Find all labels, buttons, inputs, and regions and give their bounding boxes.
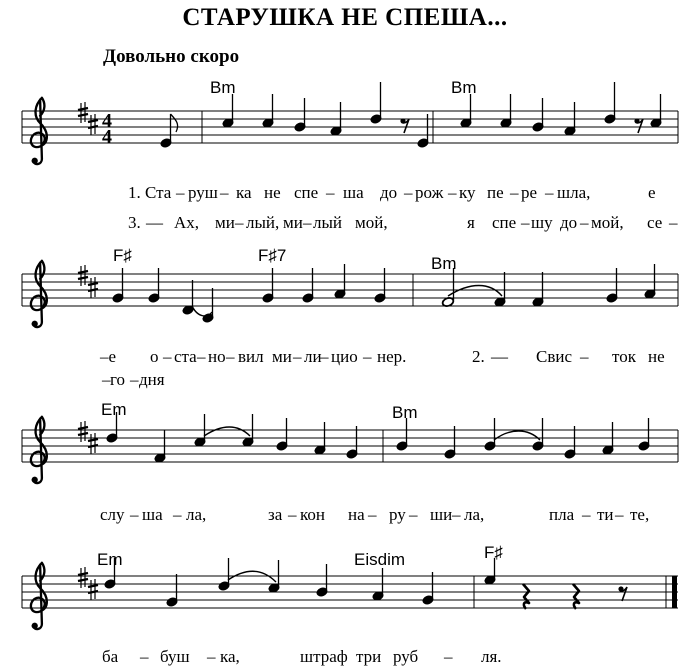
tie — [494, 431, 540, 440]
sharp-sign — [78, 265, 88, 286]
lyric-syllable: те, — [630, 505, 650, 524]
lyric-syllable: го — [110, 370, 126, 389]
lyric-syllable: рож — [415, 183, 444, 202]
lyric-syllable: нер. — [377, 347, 407, 366]
lyric-syllable: – — [404, 183, 413, 202]
chord-symbol: Eisdim — [354, 550, 406, 569]
lyric-syllable: ка, — [220, 647, 240, 666]
lyric-syllable: 1. — [128, 183, 141, 202]
sharp-sign — [88, 579, 98, 600]
lyric-syllable: – — [368, 505, 377, 524]
chord-symbol: Bm — [392, 403, 418, 422]
lyric-syllable: ми — [283, 213, 303, 232]
lyric-syllable: – — [320, 347, 329, 366]
lyric-syllable: лый — [313, 213, 343, 232]
lyric-syllable: на — [348, 505, 365, 524]
sharp-sign — [78, 421, 88, 442]
lyric-syllable: цио — [331, 347, 358, 366]
lyric-syllable: – — [448, 183, 457, 202]
final-barline — [672, 576, 677, 608]
treble-clef — [31, 563, 47, 629]
lyric-syllable: не — [648, 347, 665, 366]
staff-system-2 — [22, 261, 678, 327]
lyric-syllable: – — [582, 505, 591, 524]
time-signature-bottom: 4 — [102, 126, 112, 148]
staff-system-4 — [22, 558, 678, 629]
lyric-syllable: ти — [597, 505, 614, 524]
lyric-syllable: три — [356, 647, 382, 666]
lyric-syllable: – — [444, 647, 453, 666]
lyric-syllable: спе — [492, 213, 517, 232]
sharp-sign — [88, 433, 98, 454]
lyric-syllable: – — [363, 347, 372, 366]
lyric-syllable: се — [647, 213, 663, 232]
lyric-syllable: ми — [215, 213, 235, 232]
lyric-syllable: – — [326, 183, 335, 202]
staff-system-1 — [22, 82, 678, 164]
lyric-syllable: ба — [102, 647, 119, 666]
chord-symbol: Bm — [451, 78, 477, 97]
lyric-syllable: – — [163, 347, 172, 366]
lyric-syllable: – — [176, 183, 185, 202]
lyric-syllable: – — [615, 505, 624, 524]
lyric-syllable: пе — [487, 183, 504, 202]
lyric-syllable: кон — [300, 505, 325, 524]
sharp-sign — [88, 114, 98, 135]
lyric-syllable: дня — [139, 370, 165, 389]
lyric-syllable: я — [467, 213, 475, 232]
lyric-syllable: – — [235, 213, 244, 232]
lyric-syllable: спе — [294, 183, 319, 202]
lyric-syllable: вил — [238, 347, 264, 366]
lyric-syllable: ми — [272, 347, 292, 366]
lyric-syllable: ку — [459, 183, 476, 202]
lyric-syllable: – — [226, 347, 235, 366]
lyric-syllable: – — [545, 183, 554, 202]
lyric-syllable: — — [146, 213, 163, 232]
lyric-syllable: – — [220, 183, 229, 202]
lyric-syllable: – — [130, 505, 139, 524]
quarter-rest — [573, 584, 579, 609]
lyric-syllable: ре — [521, 183, 538, 202]
lyric-syllable: ла, — [464, 505, 485, 524]
lyric-syllable: ток — [612, 347, 636, 366]
lyric-syllable: Ста — [145, 183, 172, 202]
lyric-syllable: – — [669, 213, 678, 232]
lyric-syllable: 2. — [472, 347, 485, 366]
lyric-syllable: ля. — [481, 647, 502, 666]
lyric-syllable: – — [197, 347, 206, 366]
lyric-syllable: мой, — [355, 213, 388, 232]
quarter-rest — [523, 584, 529, 609]
lyric-syllable: шла, — [557, 183, 591, 202]
lyric-syllable: ша — [343, 183, 364, 202]
lyric-syllable: руб — [393, 647, 419, 666]
lyric-syllable: штраф — [300, 647, 348, 666]
lyric-syllable: – — [510, 183, 519, 202]
lyric-syllable: ста — [174, 347, 197, 366]
lyric-syllable: до — [380, 183, 398, 202]
song-title: СТАРУШКА НЕ СПЕША... — [182, 4, 508, 31]
lyric-syllable: ка — [236, 183, 252, 202]
lyric-syllable: – — [580, 347, 589, 366]
chord-symbol: F♯7 — [258, 246, 287, 265]
lyric-syllable: 3. — [128, 213, 141, 232]
sharp-sign — [78, 567, 88, 588]
lyric-syllable: мой, — [591, 213, 624, 232]
treble-clef — [31, 98, 47, 164]
lyric-syllable: –е — [100, 347, 117, 366]
lyric-syllable: – — [102, 370, 111, 389]
tie — [228, 571, 276, 582]
lyric-syllable: до — [560, 213, 578, 232]
lyric-syllable: – — [580, 213, 589, 232]
treble-clef — [31, 417, 47, 483]
lyric-syllable: – — [521, 213, 530, 232]
lyric-syllable: руш — [188, 183, 218, 202]
chord-symbol: Em — [97, 550, 123, 569]
slur — [192, 306, 212, 316]
chord-symbol: Bm — [210, 78, 236, 97]
lyric-syllable: ша — [142, 505, 163, 524]
chord-symbol: Em — [101, 400, 127, 419]
sharp-sign — [78, 102, 88, 123]
chord-symbol: Bm — [431, 254, 457, 273]
eighth-rest — [618, 586, 627, 601]
lyric-syllable: – — [130, 370, 139, 389]
lyric-syllable: ла, — [186, 505, 207, 524]
lyric-syllable: – — [207, 647, 216, 666]
lyric-syllable: – — [140, 647, 149, 666]
lyric-syllable: за — [268, 505, 283, 524]
tie — [448, 286, 502, 297]
lyric-syllable: слу — [100, 505, 125, 524]
lyric-syllable: е — [648, 183, 656, 202]
eighth-rest — [634, 118, 643, 133]
lyric-syllable: Ах, — [174, 213, 200, 232]
treble-clef — [31, 261, 47, 327]
lyric-syllable: ли — [304, 347, 322, 366]
lyric-syllable: пла — [549, 505, 575, 524]
time-signature-top: 4 — [102, 110, 112, 132]
lyric-syllable: шу — [531, 213, 553, 232]
lyric-syllable: ши — [430, 505, 453, 524]
tie — [204, 427, 250, 436]
lyric-syllable: лый, — [246, 213, 280, 232]
tempo-marking: Довольно скоро — [103, 46, 240, 67]
sharp-sign — [88, 277, 98, 298]
lyric-syllable: – — [173, 505, 182, 524]
lyric-syllable: – — [452, 505, 461, 524]
lyric-syllable: не — [264, 183, 281, 202]
eighth-rest — [400, 118, 409, 133]
staff-system-3 — [22, 412, 678, 483]
lyric-syllable: но — [208, 347, 226, 366]
lyric-syllable: о — [150, 347, 159, 366]
chord-symbol: F♯ — [113, 246, 132, 265]
lyric-syllable: – — [409, 505, 418, 524]
lyric-syllable: ру — [389, 505, 406, 524]
lyric-syllable: – — [303, 213, 312, 232]
chord-symbol: F♯ — [484, 543, 503, 562]
lyric-syllable: Свис — [536, 347, 573, 366]
lyric-syllable: – — [288, 505, 297, 524]
lyric-syllable: – — [293, 347, 302, 366]
lyric-syllable: — — [491, 347, 508, 366]
lyric-syllable: буш — [160, 647, 190, 666]
